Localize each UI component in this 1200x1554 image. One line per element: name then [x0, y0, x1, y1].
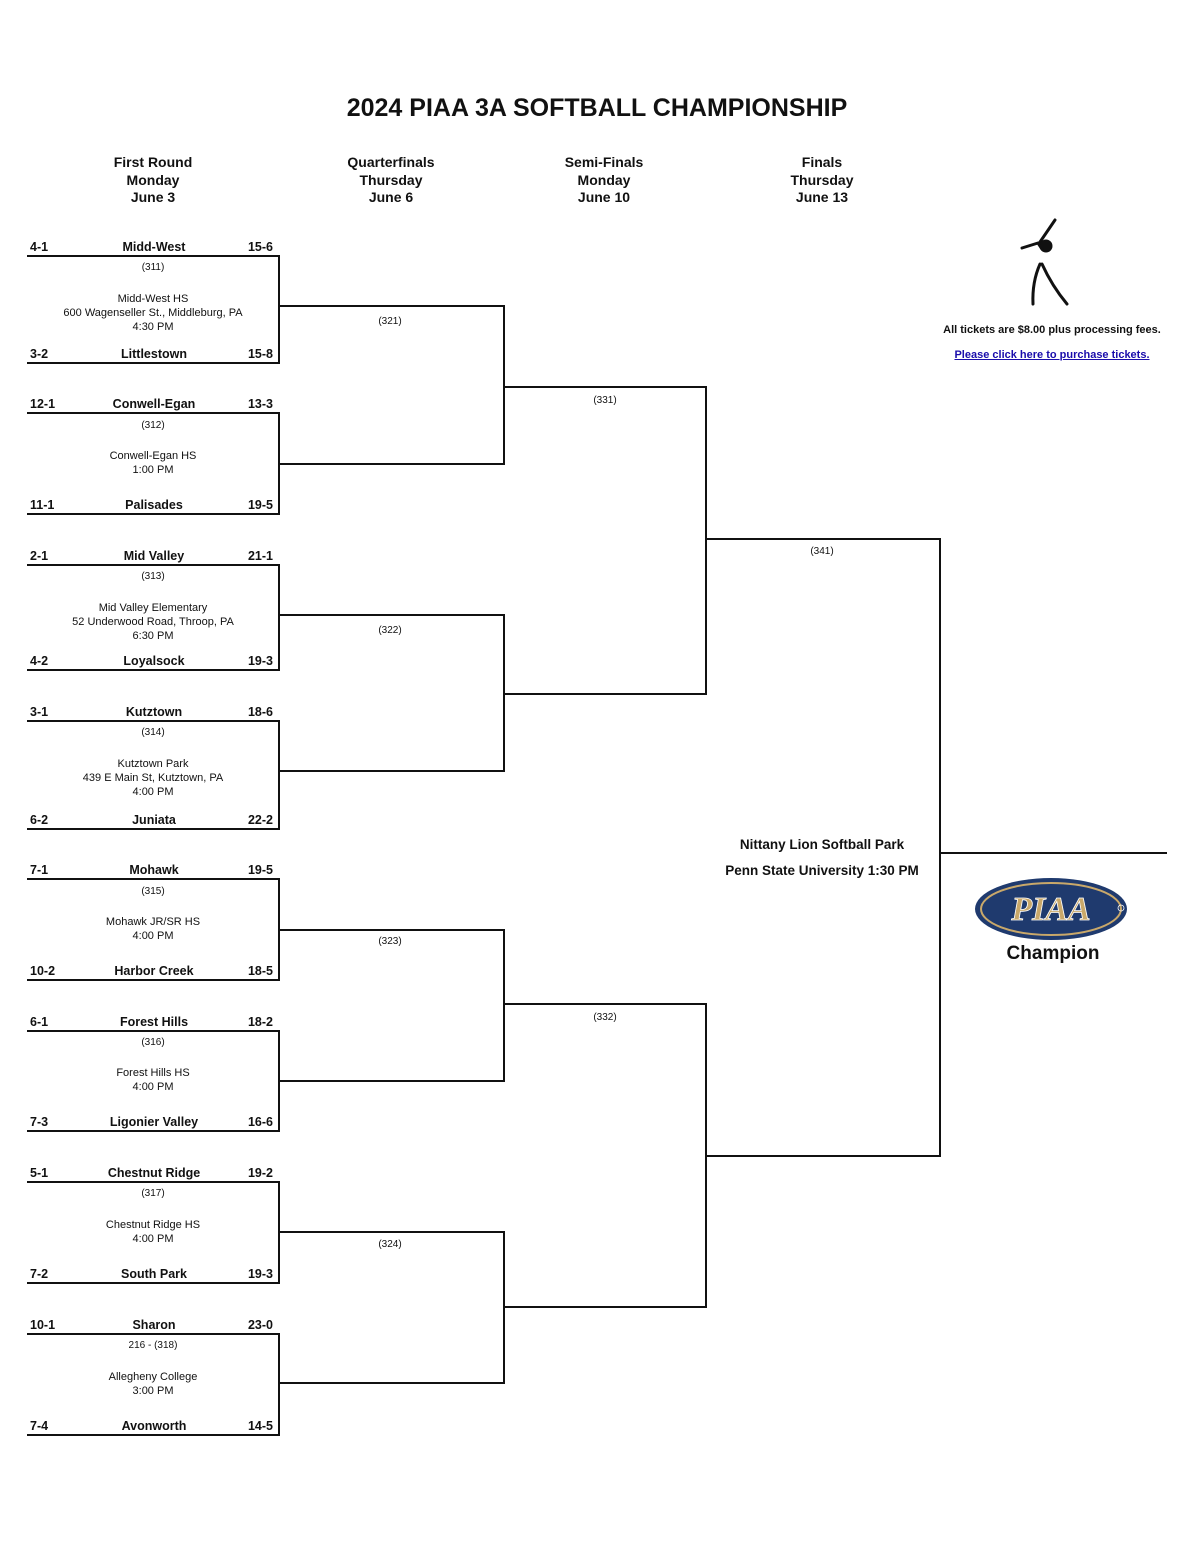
finals-venue-detail: Penn State University 1:30 PM	[725, 863, 919, 878]
team-record: 23-0	[247, 1318, 273, 1332]
round-day: Monday	[577, 171, 631, 188]
bracket-line	[27, 979, 280, 981]
game-number: (331)	[593, 395, 617, 406]
location-line: 4:00 PM	[132, 1081, 174, 1093]
game-number: (317)	[141, 1188, 165, 1199]
location-line: Kutztown Park	[117, 758, 189, 770]
team-seed: 7-4	[30, 1419, 49, 1433]
team-seed: 10-2	[30, 964, 56, 978]
bracket-line	[27, 1333, 280, 1335]
team-record: 19-3	[247, 654, 273, 668]
bracket-line	[503, 1306, 707, 1308]
team-record: 22-2	[247, 813, 273, 827]
round-header-semifinals	[519, 154, 689, 207]
bracket-line	[27, 1181, 280, 1183]
team-record: 18-6	[247, 705, 273, 719]
bracket-line	[278, 1080, 505, 1082]
game-location	[28, 292, 278, 334]
game-number: (314)	[141, 727, 165, 738]
team-seed: 7-1	[30, 863, 49, 877]
game-location	[28, 757, 278, 799]
bracket-line	[278, 463, 505, 465]
bracket-line	[705, 386, 707, 695]
team-seed: 7-3	[30, 1115, 49, 1129]
round-date: June 6	[368, 189, 414, 205]
game-number: (315)	[141, 886, 165, 897]
bracket-line	[27, 1030, 280, 1032]
team-name: Mohawk	[129, 863, 179, 877]
location-line: Forest Hills HS	[116, 1067, 190, 1079]
game-number: (316)	[141, 1037, 165, 1048]
team-name: Ligonier Valley	[109, 1115, 199, 1129]
bracket-line	[27, 255, 280, 257]
team-record: 16-6	[247, 1115, 273, 1129]
game-number: (332)	[593, 1012, 617, 1023]
team-seed: 11-1	[30, 498, 55, 512]
round-name: First Round	[113, 154, 193, 170]
location-line: Allegheny College	[108, 1371, 198, 1383]
location-line: 600 Wagenseller St., Middleburg, PA	[63, 307, 243, 319]
team-seed: 2-1	[30, 549, 49, 563]
bracket-line	[27, 878, 280, 880]
bracket-line	[278, 720, 280, 830]
team-record: 19-2	[247, 1166, 273, 1180]
champion-line	[939, 852, 1167, 854]
team-name: Chestnut Ridge	[107, 1166, 201, 1180]
game-location	[28, 1370, 278, 1398]
bracket-line	[27, 412, 280, 414]
team-name: Midd-West	[122, 240, 186, 254]
location-line: 3:00 PM	[132, 1385, 174, 1397]
team-record: 19-5	[247, 498, 273, 512]
round-date: June 13	[795, 189, 849, 205]
bracket-line	[503, 929, 505, 1082]
team-name: Forest Hills	[119, 1015, 189, 1029]
bracket-line	[278, 929, 505, 931]
round-name: Quarterfinals	[347, 154, 435, 170]
location-line: Midd-West HS	[117, 293, 189, 305]
page-title: 2024 PIAA 3A SOFTBALL CHAMPIONSHIP	[346, 94, 848, 122]
ticket-price-note: All tickets are $8.00 plus processing fees.	[943, 324, 1161, 336]
location-line: Conwell-Egan HS	[109, 450, 197, 462]
team-record: 13-3	[247, 397, 273, 411]
team-name: Harbor Creek	[114, 964, 194, 978]
bracket-line	[27, 828, 280, 830]
game-number: (311)	[141, 262, 165, 273]
round-name: Semi-Finals	[564, 154, 644, 170]
game-number: (322)	[378, 625, 402, 636]
round-name: Finals	[801, 154, 843, 170]
game-location	[28, 915, 278, 943]
location-line: Mohawk JR/SR HS	[105, 916, 201, 928]
bracket-line	[278, 1231, 505, 1233]
team-name: Sharon	[132, 1318, 176, 1332]
game-location	[28, 601, 278, 643]
team-record: 15-8	[247, 347, 273, 361]
team-name: Kutztown	[125, 705, 183, 719]
bracket-line	[503, 305, 505, 465]
location-line: 1:00 PM	[132, 464, 174, 476]
location-line: Mid Valley Elementary	[98, 602, 208, 614]
round-date: June 3	[130, 189, 176, 205]
bracket-line	[278, 1382, 505, 1384]
round-day: Thursday	[790, 171, 854, 188]
bracket-line	[278, 614, 505, 616]
round-day: Monday	[126, 171, 180, 188]
round-header-quarterfinals	[306, 154, 476, 207]
bracket-line	[705, 1155, 941, 1157]
bracket-line	[27, 362, 280, 364]
game-location	[28, 1066, 278, 1094]
game-number: (341)	[810, 546, 834, 557]
batter-icon	[1010, 216, 1080, 311]
bracket-line	[939, 538, 941, 1157]
game-number: (323)	[378, 936, 402, 947]
bracket-line	[27, 1130, 280, 1132]
game-number: (324)	[378, 1239, 402, 1250]
team-name: Loyalsock	[123, 654, 185, 668]
team-seed: 7-2	[30, 1267, 49, 1281]
team-name: Avonworth	[121, 1419, 187, 1433]
team-name: Juniata	[132, 813, 176, 827]
team-seed: 10-1	[30, 1318, 56, 1332]
team-name: Conwell-Egan	[112, 397, 196, 411]
team-seed: 12-1	[30, 397, 56, 411]
team-record: 19-5	[247, 863, 273, 877]
bracket-line	[503, 1003, 707, 1005]
bracket-line	[27, 513, 280, 515]
team-record: 15-6	[247, 240, 273, 254]
bracket-line	[27, 720, 280, 722]
location-line: 4:00 PM	[132, 930, 174, 942]
team-name: Mid Valley	[123, 549, 185, 563]
team-seed: 4-1	[30, 240, 49, 254]
team-record: 14-5	[247, 1419, 273, 1433]
team-record: 21-1	[247, 549, 273, 563]
game-number: (312)	[141, 420, 165, 431]
bracket-line	[27, 1282, 280, 1284]
team-name: South Park	[121, 1267, 187, 1281]
bracket-line	[503, 386, 707, 388]
team-record: 19-3	[247, 1267, 273, 1281]
location-line: 4:00 PM	[132, 1233, 174, 1245]
bracket-line	[278, 564, 280, 671]
finals-venue: Nittany Lion Softball Park	[739, 837, 905, 852]
round-header-first-round	[68, 154, 238, 207]
team-seed: 6-2	[30, 813, 49, 827]
bracket-line	[278, 255, 280, 364]
team-record: 18-5	[247, 964, 273, 978]
bracket-line	[278, 770, 505, 772]
location-line: 52 Underwood Road, Throop, PA	[72, 616, 234, 628]
location-line: 6:30 PM	[132, 630, 174, 642]
round-day: Thursday	[359, 171, 423, 188]
game-location	[28, 449, 278, 477]
bracket-line	[278, 1333, 280, 1436]
game-location	[28, 1218, 278, 1246]
location-line: 439 E Main St, Kutztown, PA	[82, 772, 224, 784]
game-number: (321)	[378, 316, 402, 327]
bracket-line	[278, 305, 505, 307]
purchase-tickets-link[interactable]: Please click here to purchase tickets.	[954, 349, 1150, 361]
game-number: (313)	[141, 571, 165, 582]
bracket-line	[27, 669, 280, 671]
team-seed: 6-1	[30, 1015, 49, 1029]
team-name: Littlestown	[121, 347, 187, 361]
round-header-finals	[737, 154, 907, 207]
piaa-logo	[973, 876, 1130, 942]
team-seed: 3-2	[30, 347, 49, 361]
location-line: 4:30 PM	[132, 321, 174, 333]
team-seed: 5-1	[30, 1166, 49, 1180]
team-seed: 3-1	[30, 705, 49, 719]
game-number: 216 - (318)	[128, 1340, 178, 1351]
location-line: 4:00 PM	[132, 786, 174, 798]
location-line: Chestnut Ridge HS	[105, 1219, 201, 1231]
bracket-line	[27, 564, 280, 566]
bracket-line	[705, 538, 941, 540]
round-date: June 10	[577, 189, 631, 205]
bracket-line	[503, 693, 707, 695]
team-seed: 4-2	[30, 654, 49, 668]
champion-label: Champion	[1006, 943, 1100, 964]
logo-text: PIAA	[1011, 891, 1091, 928]
team-name: Palisades	[125, 498, 183, 512]
team-record: 18-2	[247, 1015, 273, 1029]
bracket-line	[27, 1434, 280, 1436]
